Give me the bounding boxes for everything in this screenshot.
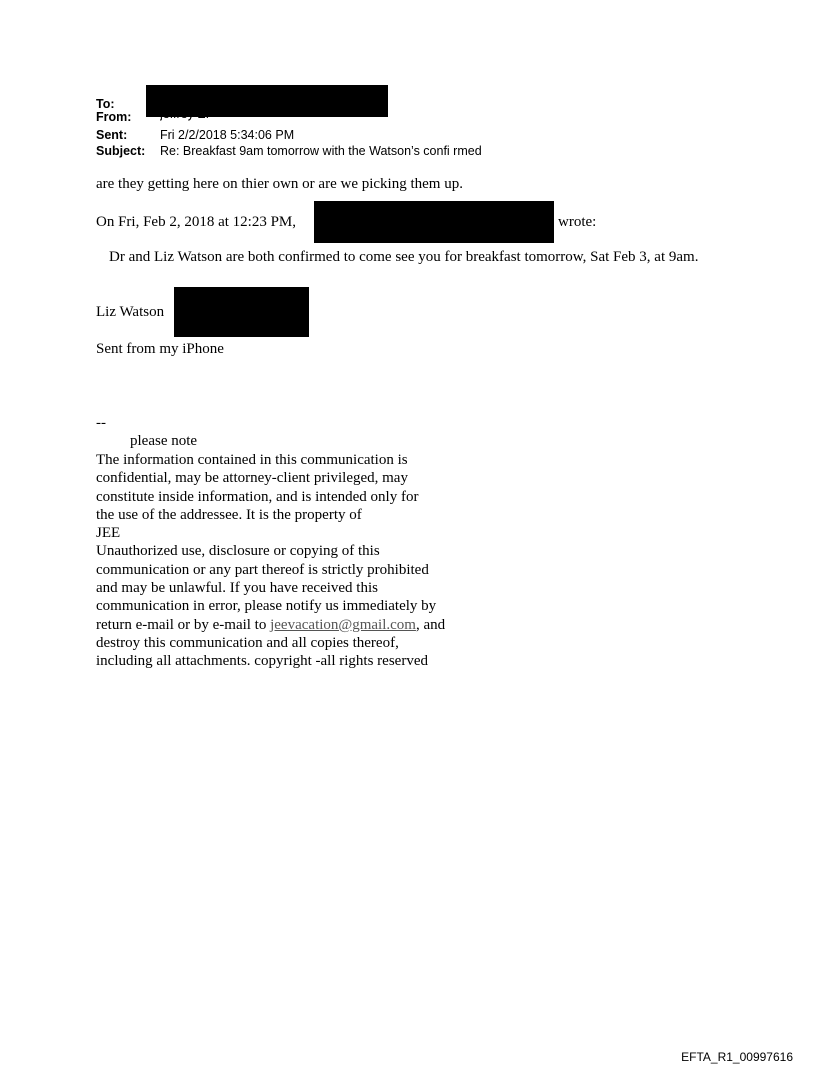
email-line-suffix: , and xyxy=(415,616,446,633)
redaction-sender xyxy=(314,201,554,243)
disclaimer-line: constitute inside information, and is intended only for xyxy=(96,488,419,505)
disclaimer-line: communication in error, please notify us immediately by xyxy=(96,598,437,615)
disclaimer-line: and may be unlawful. If you have received this xyxy=(96,580,378,597)
sent-label: Sent: xyxy=(96,128,128,142)
header-sent-row xyxy=(96,128,294,142)
header-subject-row xyxy=(96,144,482,158)
disclaimer-email-line xyxy=(96,616,445,634)
signature-separator: -- xyxy=(96,415,106,431)
please-note: please note xyxy=(130,433,198,449)
disclaimer-line: destroy this communication and all copies thereof, xyxy=(96,634,399,651)
document-id: EFTA_R1_00997616 xyxy=(681,1050,793,1064)
signature-name: Liz Watson xyxy=(96,304,165,320)
redaction-signature xyxy=(174,287,309,337)
header-from-row xyxy=(96,110,209,124)
subject-value: Re: Breakfast 9am tomorrow with the Watson’s confi rmed xyxy=(160,144,482,158)
disclaimer-line: communication or any part thereof is strictly prohibited xyxy=(96,561,429,578)
disclaimer-line: Unauthorized use, disclosure or copying of this xyxy=(96,543,380,560)
disclaimer-line: confidential, may be attorney-client privileged, may xyxy=(96,470,408,487)
disclaimer-line: JEE xyxy=(96,525,121,542)
disclaimer-line: The information contained in this communication is xyxy=(96,452,408,468)
email-line-prefix: return e-mail or by e-mail to xyxy=(96,616,271,633)
email-link[interactable]: jeevacation@gmail.com xyxy=(270,616,416,633)
sent-value: Fri 2/2/2018 5:34:06 PM xyxy=(160,128,295,142)
quote-intro-wrote: wrote: xyxy=(558,214,597,230)
from-label: From: xyxy=(96,110,132,124)
disclaimer-block xyxy=(96,451,445,671)
quote-intro: On Fri, Feb 2, 2018 at 12:23 PM, xyxy=(96,214,297,230)
disclaimer-line: the use of the addressee. It is the property of xyxy=(96,506,362,523)
subject-label: Subject: xyxy=(96,144,146,158)
to-label: To: xyxy=(96,97,115,111)
reply-text: are they getting here on thier own or are we picking them up. xyxy=(96,176,463,192)
quoted-message: Dr and Liz Watson are both confirmed to come see you for breakfast tomorrow, Sat Feb 3, at 9am. xyxy=(109,249,699,265)
sent-from-line: Sent from my iPhone xyxy=(96,341,224,357)
from-value: jeffrey E. xyxy=(160,110,210,121)
disclaimer-line: including all attachments. copyright -all rights reserved xyxy=(96,653,428,670)
